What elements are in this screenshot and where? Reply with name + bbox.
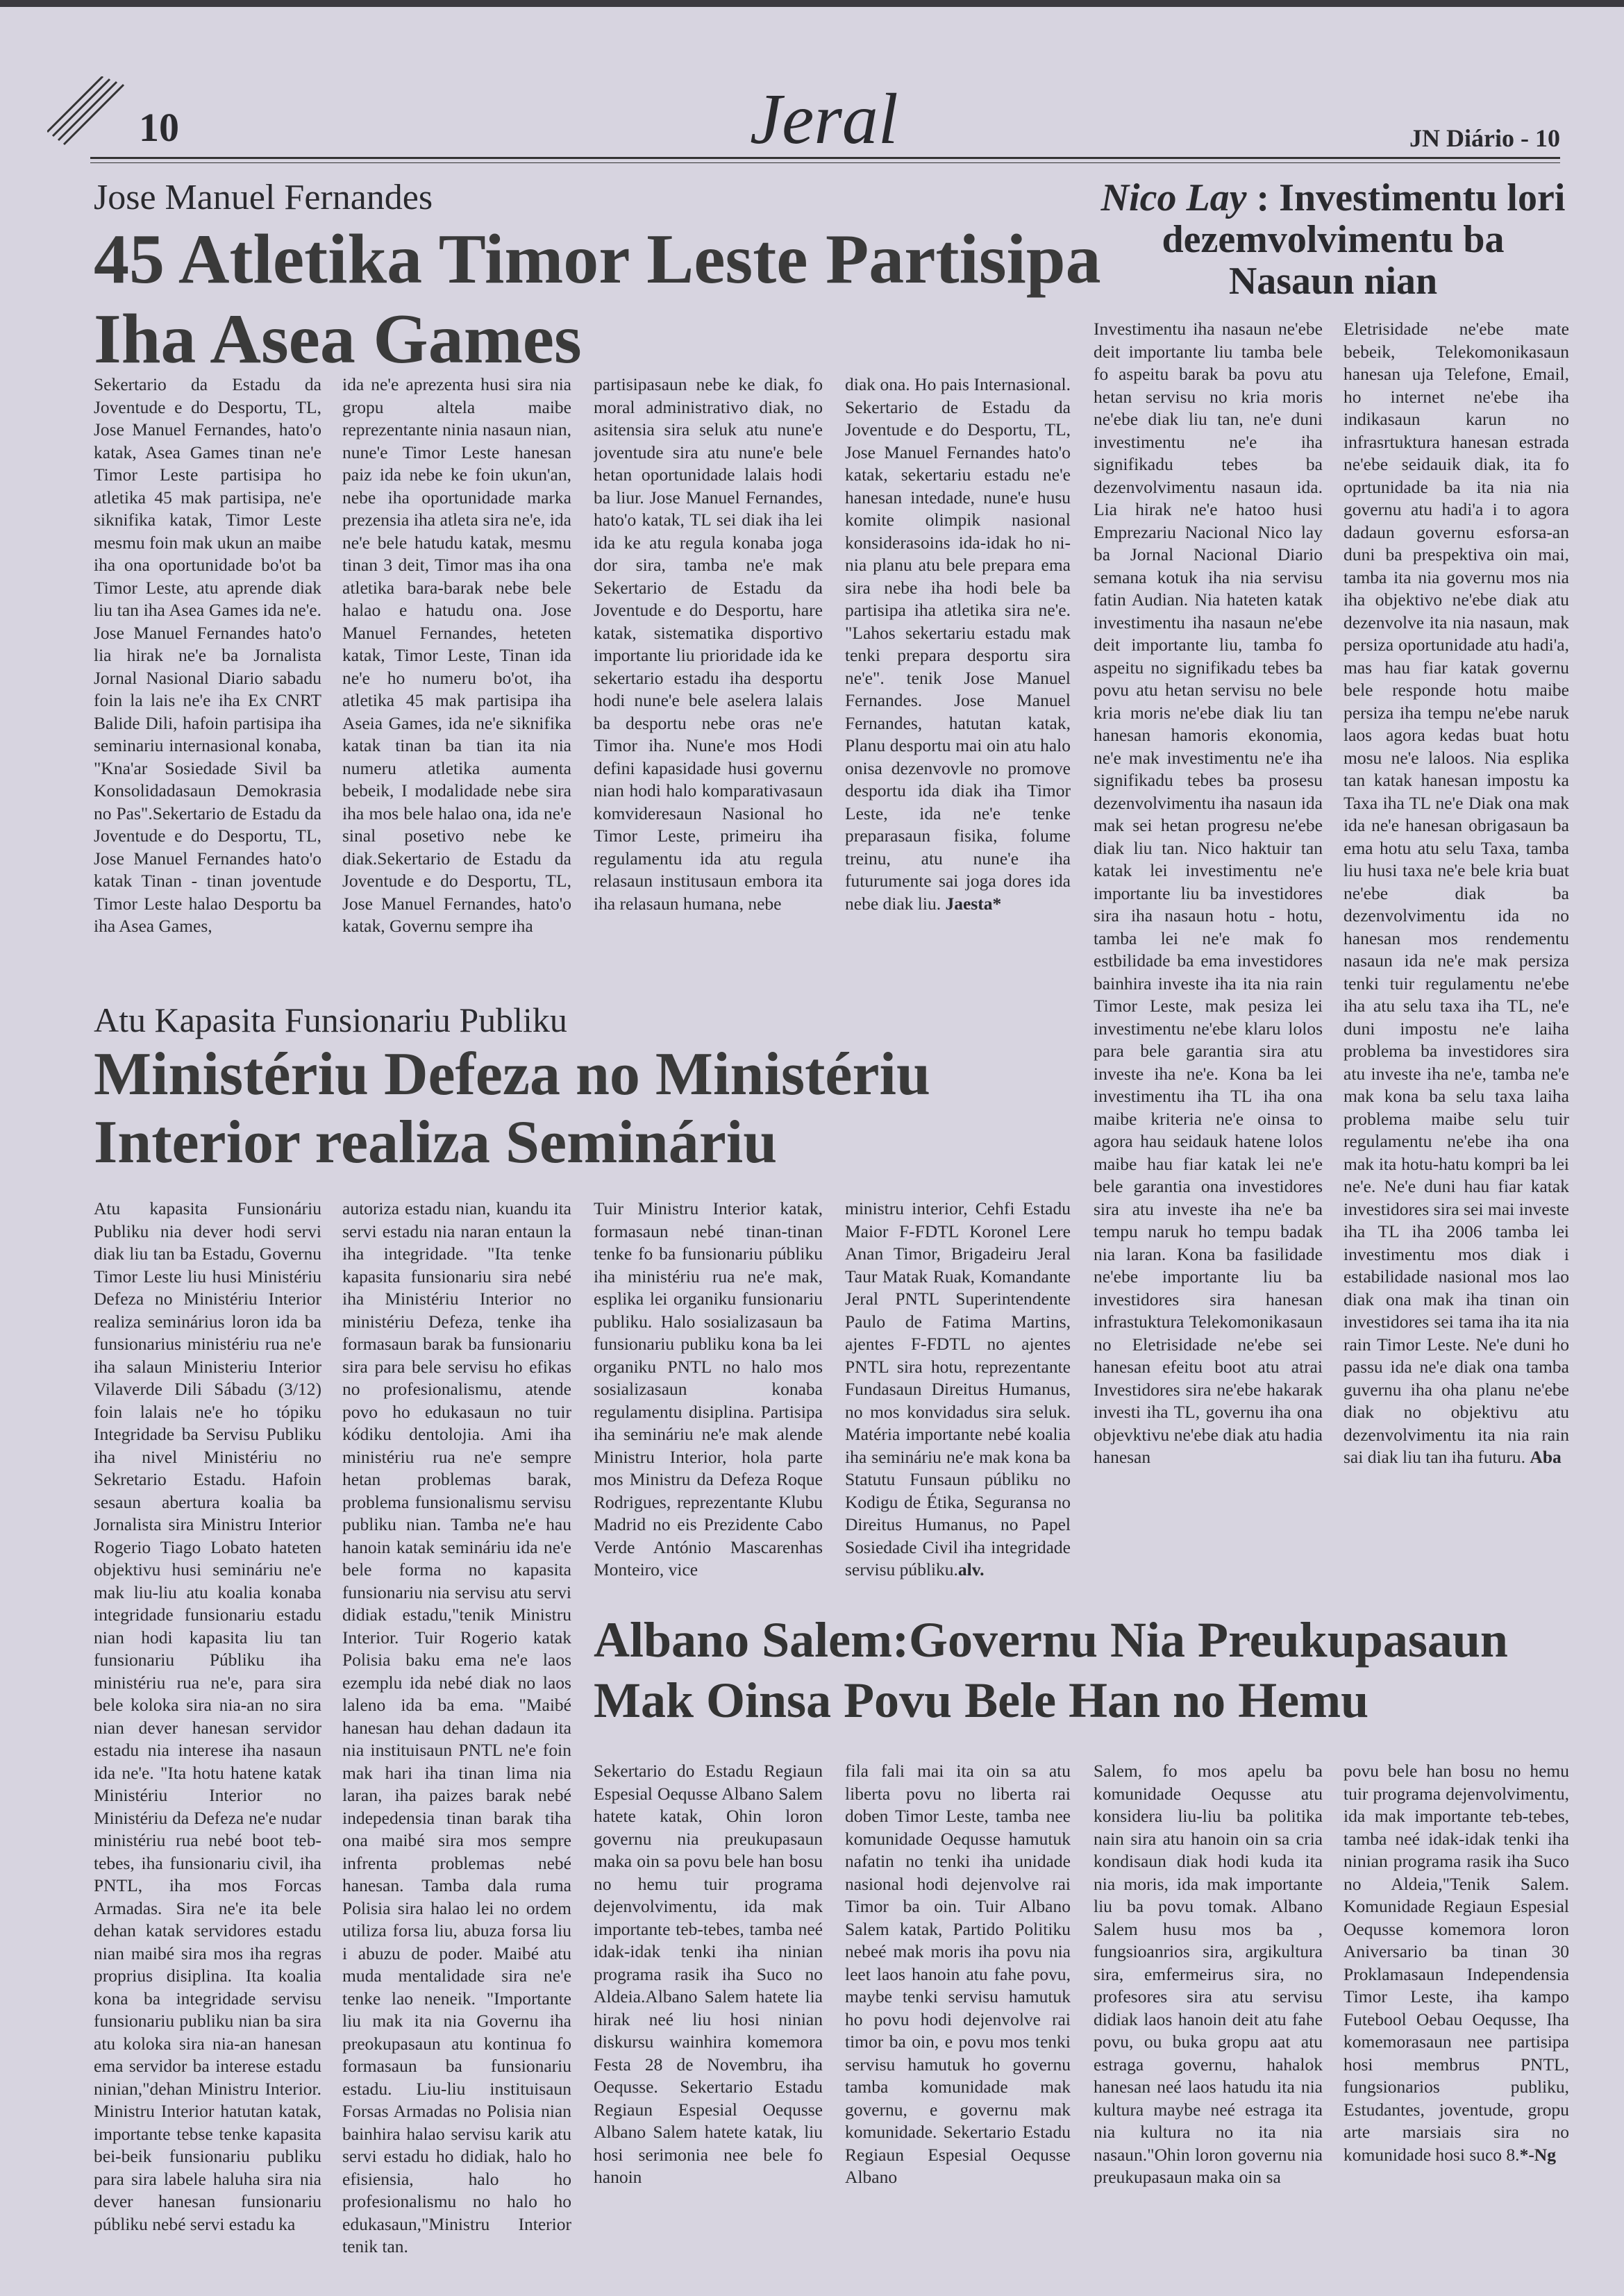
article2-signoff: alv. bbox=[957, 1559, 985, 1579]
article1-column-4: diak ona. Ho pais Internasional. Sekertario de Estadu da Joventude e do Desportu, TL, Jose Manuel Fernandes hato'o katak, sekertariu estadu ne'e hanesan intedade, nune'e husu komite olimpik nasional konsiderasoins ida-idak ho ni-nia planu atu bele prepara ema sira nebe iha hodi bele ba partisipa iha atletika sira ne'e. "Lahos sekertariu estadu mak tenki prepara desportu sira ne'e". tenik Jose Manuel Fernandes. Jose Manuel Fernandes, hatutan katak, Planu desportu mai oin atu halo onisa dezenvovle no promove desportu ida diak iha Timor Leste, ida ne'e tenke preparasaun fisika, folume treinu, atu nune'e iha futurumente sai joga dores ida nebe diak liu. Jaesta* bbox=[845, 374, 1071, 914]
running-header: JN Diário - 10 bbox=[1409, 124, 1560, 152]
article4-column-4: povu bele han bosu no hemu tuir programa dejenvolvimentu, ida mak importante teb-tebes, tamba neé idak-idak tenki iha ninian programa rasik iha Suco no Aldeia,"Tenik Salem. Komunidade Regiaun Espesial Oequsse komemora loron Aniversario ba tinan 30 Proklamasaun Independensia Timor Leste, iha kampo Futebool Oebau Oequsse, Iha komemorasaun nee partisipa hosi membrus PNTL, fungsionarios publiku, Estudantes, joventude, gropu arte marsiais sira no komunidade hosi suco 8.*-Ng bbox=[1343, 1761, 1569, 2165]
article4-column-3: Salem, fo mos apelu ba komunidade Oequsse atu konsidera liu-liu ba politika nain sira atu hanoin oin sa cria kondisaun diak hodi kuda ita nia moris, ida mak importante liu ba povu tomak. Albano Salem husu mos ba , fungsioanrios sira, argikultura sira, emfermeirus sira, no profesores sira atu servisu didiak laos hanoin deit atu fahe povu, ou buka gropu aat atu estraga governu, hahalok hanesan neé laos hatudu ita nia kultura maybe neé estraga ita nia kultura no ita nia nasaun."Ohin loron governu nia preukupasaun maka oin sa bbox=[1094, 1761, 1323, 2187]
article2-column-1: Atu kapasita Funsionáriu Publiku nia dever hodi servi diak liu tan ba Estadu, Governu Timor Leste liu husi Ministériu Defeza no Ministériu Interior realiza seminárius loron ida ba funsionarius ministériu rua ne'e iha salaun Ministeriu Interior Vilaverde Dili Sábadu (3/12) foin lalais ne'e ho tópiku Integridade ba Servisu Publiku iha nivel Ministériu no Sekretario Estadu. Hafoin sesaun abertura koalia ba Jornalista sira Ministru Interior Rogerio Tiago Lobato hateten objektivu husi semináriu ne'e mak liu-liu atu koalia konaba integridade funsionariu estadu nian hodi kapasita liu tan funsionariu Públiku iha ministériu rua ne'e, para sira bele koloka sira nia-an no sira nian dever hanesan servidor estadu nia interese iha nasaun ida ne'e. "Ita hotu hatene katak Ministériu Interior no Ministériu da Defeza ne'e nudar ministériu rua nebé boot teb-tebes, iha funsionariu civil, iha PNTL, iha mos Forcas Armadas. Sira ne'e ita bele dehan katak servidores estadu nian maibé sira mos iha regras proprius disiplina. Ita koalia kona ba integridade servisu funsionariu publiku nian ba sira atu koloka sira nia-an hanesan ema servidor ba interese estadu ninian,"dehan Ministru Interior. Ministru Interior hatutan katak, importante tebse tenke kapasita bei-beik funsionariu publiku para sira labele haluha sira nia dever hanesan funsionariu públiku nebé servi estadu ka bbox=[94, 1198, 321, 2234]
article1-signoff: Jaesta* bbox=[945, 893, 1002, 914]
article1-kicker: Jose Manuel Fernandes bbox=[94, 178, 433, 217]
article1-column-3: partisipasaun nebe ke diak, fo moral administrativo diak, no asitensia sira seluk atu nune'e joventude sira atu nune'e bele hetan oportunidade lalais hodi ba liur. Jose Manuel Fernandes, hato'o katak, TL sei diak iha lei ida ke atu regula konaba joga dor sira, tamba ne'e mak Sekertario de Estadu da Joventude e do Desportu, hare katak, sistematika disportivo importante liu prioridade ida ke sekertario estadu iha desportu hodi nune'e bele aselera lalais ba desportu nebe oras ne'e Timor iha. Nune'e mos Hodi defini kapasidade husi governu nian hodi halo komparativasaun komvideresaun Nasional ho Timor Leste, primeiru iha regulamentu ida atu regula relasaun institusaun embora ita iha relasaun humana, nebe bbox=[594, 374, 823, 914]
article2-headline-line1: Ministériu Defeza no Ministériu bbox=[94, 1041, 930, 1108]
article3-headline-block bbox=[1097, 177, 1569, 302]
article3-column-1: Investimentu iha nasaun ne'ebe deit importante liu tamba bele fo aspeitu barak ba povu atu hetan servisu no kria moris ne'ebe diak liu tan, ne'e duni investimentu ne'e iha signifikadu tebes ba dezenvolvimentu nasaun ida. Lia hirak ne'e hatoo husi Emprezariu Nacional Nico lay ba Jornal Nacional Diario semana kotuk iha nia servisu fatin Audian. Nia hateten katak investimentu iha nasaun ne'ebe deit importante liu, tamba fo aspeitu no signifikadu tebes ba povu atu hetan servisu no bele kria moris ne'ebe diak liu tan hanesan hamoris ekonomia, ne'e mak investimentu ne'e iha signifikadu tebes ba prosesu dezenvolvimentu iha nasaun ida mak sei hetan progresu ne'ebe diak liu tan. Nico haktuir tan katak lei investimentu ne'e importante liu ba investidores sira iha nasaun hotu - hotu, tamba lei ne'e mak fo estbilidade ba ema investidores bainhira investe iha ita nia rain Timor Leste, mak pesiza lei investimentu ne'ebe klaru lolos para bele garantia sira atu investe iha ne'e. Kona ba lei investimentu iha TL iha ona maibe kriteria ne'e oinsa to agora hau seidauk hatene lolos maibe hau fiar katak lei ne'e bele garantia ona investidores sira atu investe iha ne'e ba tempu naruk ho tempu badak nia laran. Kona ba fasilidade ne'ebe importante liu ba investidores sira hanesan infrastuktura Telekomonikasaun no Eletrisidade ne'ebe sei hanesan efeitu boot atu atrai Investidores sira ne'ebe hakarak investi iha TL, governu iha ona objevktivu ne'ebe diak atu hadia hanesan bbox=[1094, 319, 1323, 1467]
article2-column-4: ministru interior, Cehfi Estadu Maior F-FDTL Koronel Lere Anan Timor, Brigadeiru Jeral Taur Matak Ruak, Komandante Jeral PNTL Superintendente Paulo de Fatima Martins, ajentes F-FDTL no ajentes PNTL sira hotu, reprezentante Fundasaun Direitus Humanus, no mos konvidadus sira seluk. Matéria importante nebé koalia iha semináriu ne'e mak kona ba Statutu Funsaun públiku no Kodigu de Étika, Seguransa no Direitus Humanus, no Papel Sosiedade Civil iha integridade servisu públiku.alv. bbox=[845, 1198, 1071, 1579]
section-title: Jeral bbox=[750, 79, 898, 159]
article1-column-1: Sekertario da Estadu da Joventude e do Desportu, TL, Jose Manuel Fernandes, hato'o katak, Asea Games tinan ne'e Timor Leste partisipa ho atletika 45 mak partisipa, ne'e siknifika katak, Timor Leste mesmu foin mak ukun an maibe iha ona oportunidade bo'ot ba Timor Leste, atu aprende diak liu tan iha Asea Games ida ne'e. Jose Manuel Fernandes hato'o lia hirak ne'e ba Jornalista Jornal Nasional Diario sabadu foin la lais ne'e iha Ex CNRT Balide Dili, hafoin partisipa iha seminariu internasional konaba, "Kna'ar Sosiedade Sivil ba Konsolidadasaun Demokrasia no Pas".Sekertario de Estadu da Joventude e do Desportu, TL, Jose Manuel Fernandes hato'o katak Tinan - tinan joventude Timor Leste halao Desportu ba iha Asea Games, bbox=[94, 374, 321, 936]
article4-headline-line1: Albano Salem:Governu Nia Preukupasaun bbox=[594, 1612, 1508, 1668]
article4-signoff: *-Ng bbox=[1519, 2144, 1556, 2165]
header-rule-thin bbox=[90, 162, 1560, 163]
article3-kicker-name: Nico Lay bbox=[1100, 176, 1247, 219]
article2-column-2: autoriza estadu nian, kuandu ita servi estadu nia naran entaun la iha integridade. "Ita tenke kapasita funsionariu sira nebé iha Ministériu Interior no ministériu Defeza, tenke iha formasaun barak ba funsionariu sira para bele servisu ho efikas no profesionalismu, atende povo ho edukasaun no tuir kódiku dentolojia. Ami iha ministériu rua ne'e sempre hetan problemas barak, problema funsionalismu servisu publiku nian. Tamba ne'e hau hanoin katak semináriu ida ne'e bele forma no kapasita funsionariu nia servisu atu servi didiak estadu,"tenik Ministru Interior. Tuir Rogerio katak Polisia baku ema ne'e laos ezemplu ida nebé diak no laos laleno ida ba ema. "Maibé hanesan hau dehan dadaun ita nia instituisaun PNTL ne'e foin mak hari iha tinan lima nia laran, iha paizes barak nebé indepedensia tinan barak tiha ona maibé sira mos sempre infrenta problemas nebé hanesan. Tamba dala ruma Polisia sira halao lei no ordem utiliza forsa liu, abuza forsa liu i abuzu de poder. Maibé atu muda mentalidade sira ne'e tenke lao neneik. "Importante liu mak ita nia Governu iha preokupasaun atu kontinua fo formasaun ba funsionariu estadu. Liu-liu instituisaun Forsas Armadas no Polisia nian bainhira halao servisu karik atu servi estadu ho didiak, halo ho efisiensia, halo ho profesionalismu no halo ho edukasaun,"Ministru Interior tenik tan. bbox=[342, 1198, 571, 2256]
header-rule bbox=[90, 157, 1560, 159]
article1-headline-line1: 45 Atletika Timor Leste Partisipa bbox=[94, 220, 1101, 299]
article4-column-1: Sekertario do Estadu Regiaun Espesial Oequsse Albano Salem hatete katak, Ohin loron governu nia preukupasaun maka oin sa povu bele han bosu no hemu tuir programa dejenvolvimentu, ida mak importante teb-tebes, tamba neé idak-idak tenki iha ninian programa rasik iha Suco no Aldeia.Albano Salem hatete lia hirak neé liu hosi ninian diskursu wainhira komemora Festa 28 de Novembru, iha Oequsse. Sekertario Estadu Regiaun Espesial Oequsse Albano Salem hatete katak, liu hosi serimonia nee bele fo hanoin bbox=[594, 1761, 823, 2187]
article1-column-2: ida ne'e aprezenta husi sira nia gropu altela maibe reprezentante ninia nasaun nian, nune'e Timor Leste hanesan paiz ida nebe ke foin ukun'an, nebe iha oportunidade marka prezensia iha atleta sira ne'e, ida ne'e bele hatudu katak, mesmu tinan 3 deit, Timor mas iha ona atletika bara-barak nebe bele halao e hatudu ona. Jose Manuel Fernandes, heteten katak, Timor Leste, Tinan ida ne'e ho numeru bo'ot, iha atletika 45 mak partisipa iha Aseia Games, ida ne'e siknifika katak tinan ba tian ita nia numeru atletika aumenta bebeik, I modalidade nebe sira iha mos bele halao ona, ida ne'e sinal posetivo nebe ke diak.Sekertario de Estadu da Joventude e do Desportu, TL, Jose Manuel Fernandes, hato'o katak, Governu sempre iha bbox=[342, 374, 571, 936]
article2-kicker: Atu Kapasita Funsionariu Publiku bbox=[94, 1000, 567, 1039]
scan-edge bbox=[0, 0, 1624, 7]
article3-kicker-sep: : bbox=[1246, 176, 1280, 219]
article4-headline-line2: Mak Oinsa Povu Bele Han no Hemu bbox=[594, 1673, 1369, 1728]
page-number: 10 bbox=[139, 105, 179, 150]
article3-signoff: Aba bbox=[1530, 1447, 1562, 1467]
article3-headline: Investimentu lori dezemvolvimentu ba Nasaun nian bbox=[1162, 176, 1566, 303]
article2-column-3: Tuir Ministru Interior katak, formasaun nebé tinan-tinan tenke fo ba funsionariu públiku iha ministériu rua ne'e mak, esplika lei organiku funsionariu publiku. Halo sosializasaun ba funsionariu publiku kona ba lei organiku PNTL no halo mos sosializasaun konaba regulamentu disiplina. Partisipa iha semináriu ne'e mak alende Ministru Interior, hola parte mos Ministru da Defeza Roque Rodrigues, reprezentante Klubu Madrid no eis Prezidente Cabo Verde António Mascarenhas Monteiro, vice bbox=[594, 1198, 823, 1579]
article4-column-2: fila fali mai ita oin sa atu liberta povu no liberta rai doben Timor Leste, tamba nee komunidade Oequsse hamutuk nafatin no tenki iha unidade nasional hodi dejenvolve rai Timor ba oin. Tuir Albano Salem katak, Partido Politiku nebeé mak moris iha povu nia leet laos hanoin atu fahe povu, maybe tenki servisu hamutuk ho povu hodi dejenvolve rai timor ba oin, e povu mos tenki servisu hamutuk ho governu tamba komunidade mak governu, e governu mak komunidade. Sekertario Estadu Regiaun Espesial Oequsse Albano bbox=[845, 1761, 1071, 2187]
page-number-hatch-icon bbox=[47, 76, 144, 146]
article2-headline-line2: Interior realiza Semináriu bbox=[94, 1109, 778, 1176]
article3-column-2: Eletrisidade ne'ebe mate bebeik, Telekomonikasaun hanesan uja Telefone, Email, ho internet ne'ebe iha indikasaun karun no infrasrtuktura hanesan estrada ne'ebe seidauik diak, ita fo oprtunidade ba ita nia nia governu atu hadi'a i to agora dadaun governu esforsa-an duni ba prespektiva oin mai, tamba ita nia governu mos nia iha objektivo ne'ebe diak atu dezenvolve ita nia nasaun, mak persiza oportunidade atu hadi'a, mas hau fiar katak governu bele responde hotu maibe persiza iha tempu ne'ebe naruk laos agora kedas buat hotu mosu ne'e laloos. Nia esplika tan katak hanesan impostu ka Taxa iha TL ne'e Diak ona mak ida ne'e hanesan obrigasaun ba ema hotu atu selu Taxa, tamba liu husi taxa ne'e bele kria buat ne'ebe diak ba dezenvolvimentu ida no hanesan mos rendementu nasaun ida ne'e mak persiza tenki tuir regulamentu ne'ebe iha atu selu taxa iha TL, ne'e duni impostu ne'e laiha problema ba investidores sira atu investe iha ne'e, tamba ne'e mak kona ba selu taxa laiha problema maibe selu tuir regulamentu ne'ebe iha ona mak ita hotu-hatu kompri ba lei ne'e. Ne'e duni hau fiar katak investidores sira sei mai investe iha TL iha 2006 tamba lei investimentu mos diak i estabilidade nasional mos lao diak ona mak iha tinan oin investidores sei tama iha ita nia rain Timor Leste. Ne'e duni ho passu ida ne'e diak ona tamba guvernu iha oha planu ne'ebe diak no objektivu atu dezenvolvimentu ita nia rain sai diak liu tan iha futuru. Aba bbox=[1343, 319, 1569, 1467]
article1-headline-line2: Iha Asea Games bbox=[94, 300, 582, 378]
